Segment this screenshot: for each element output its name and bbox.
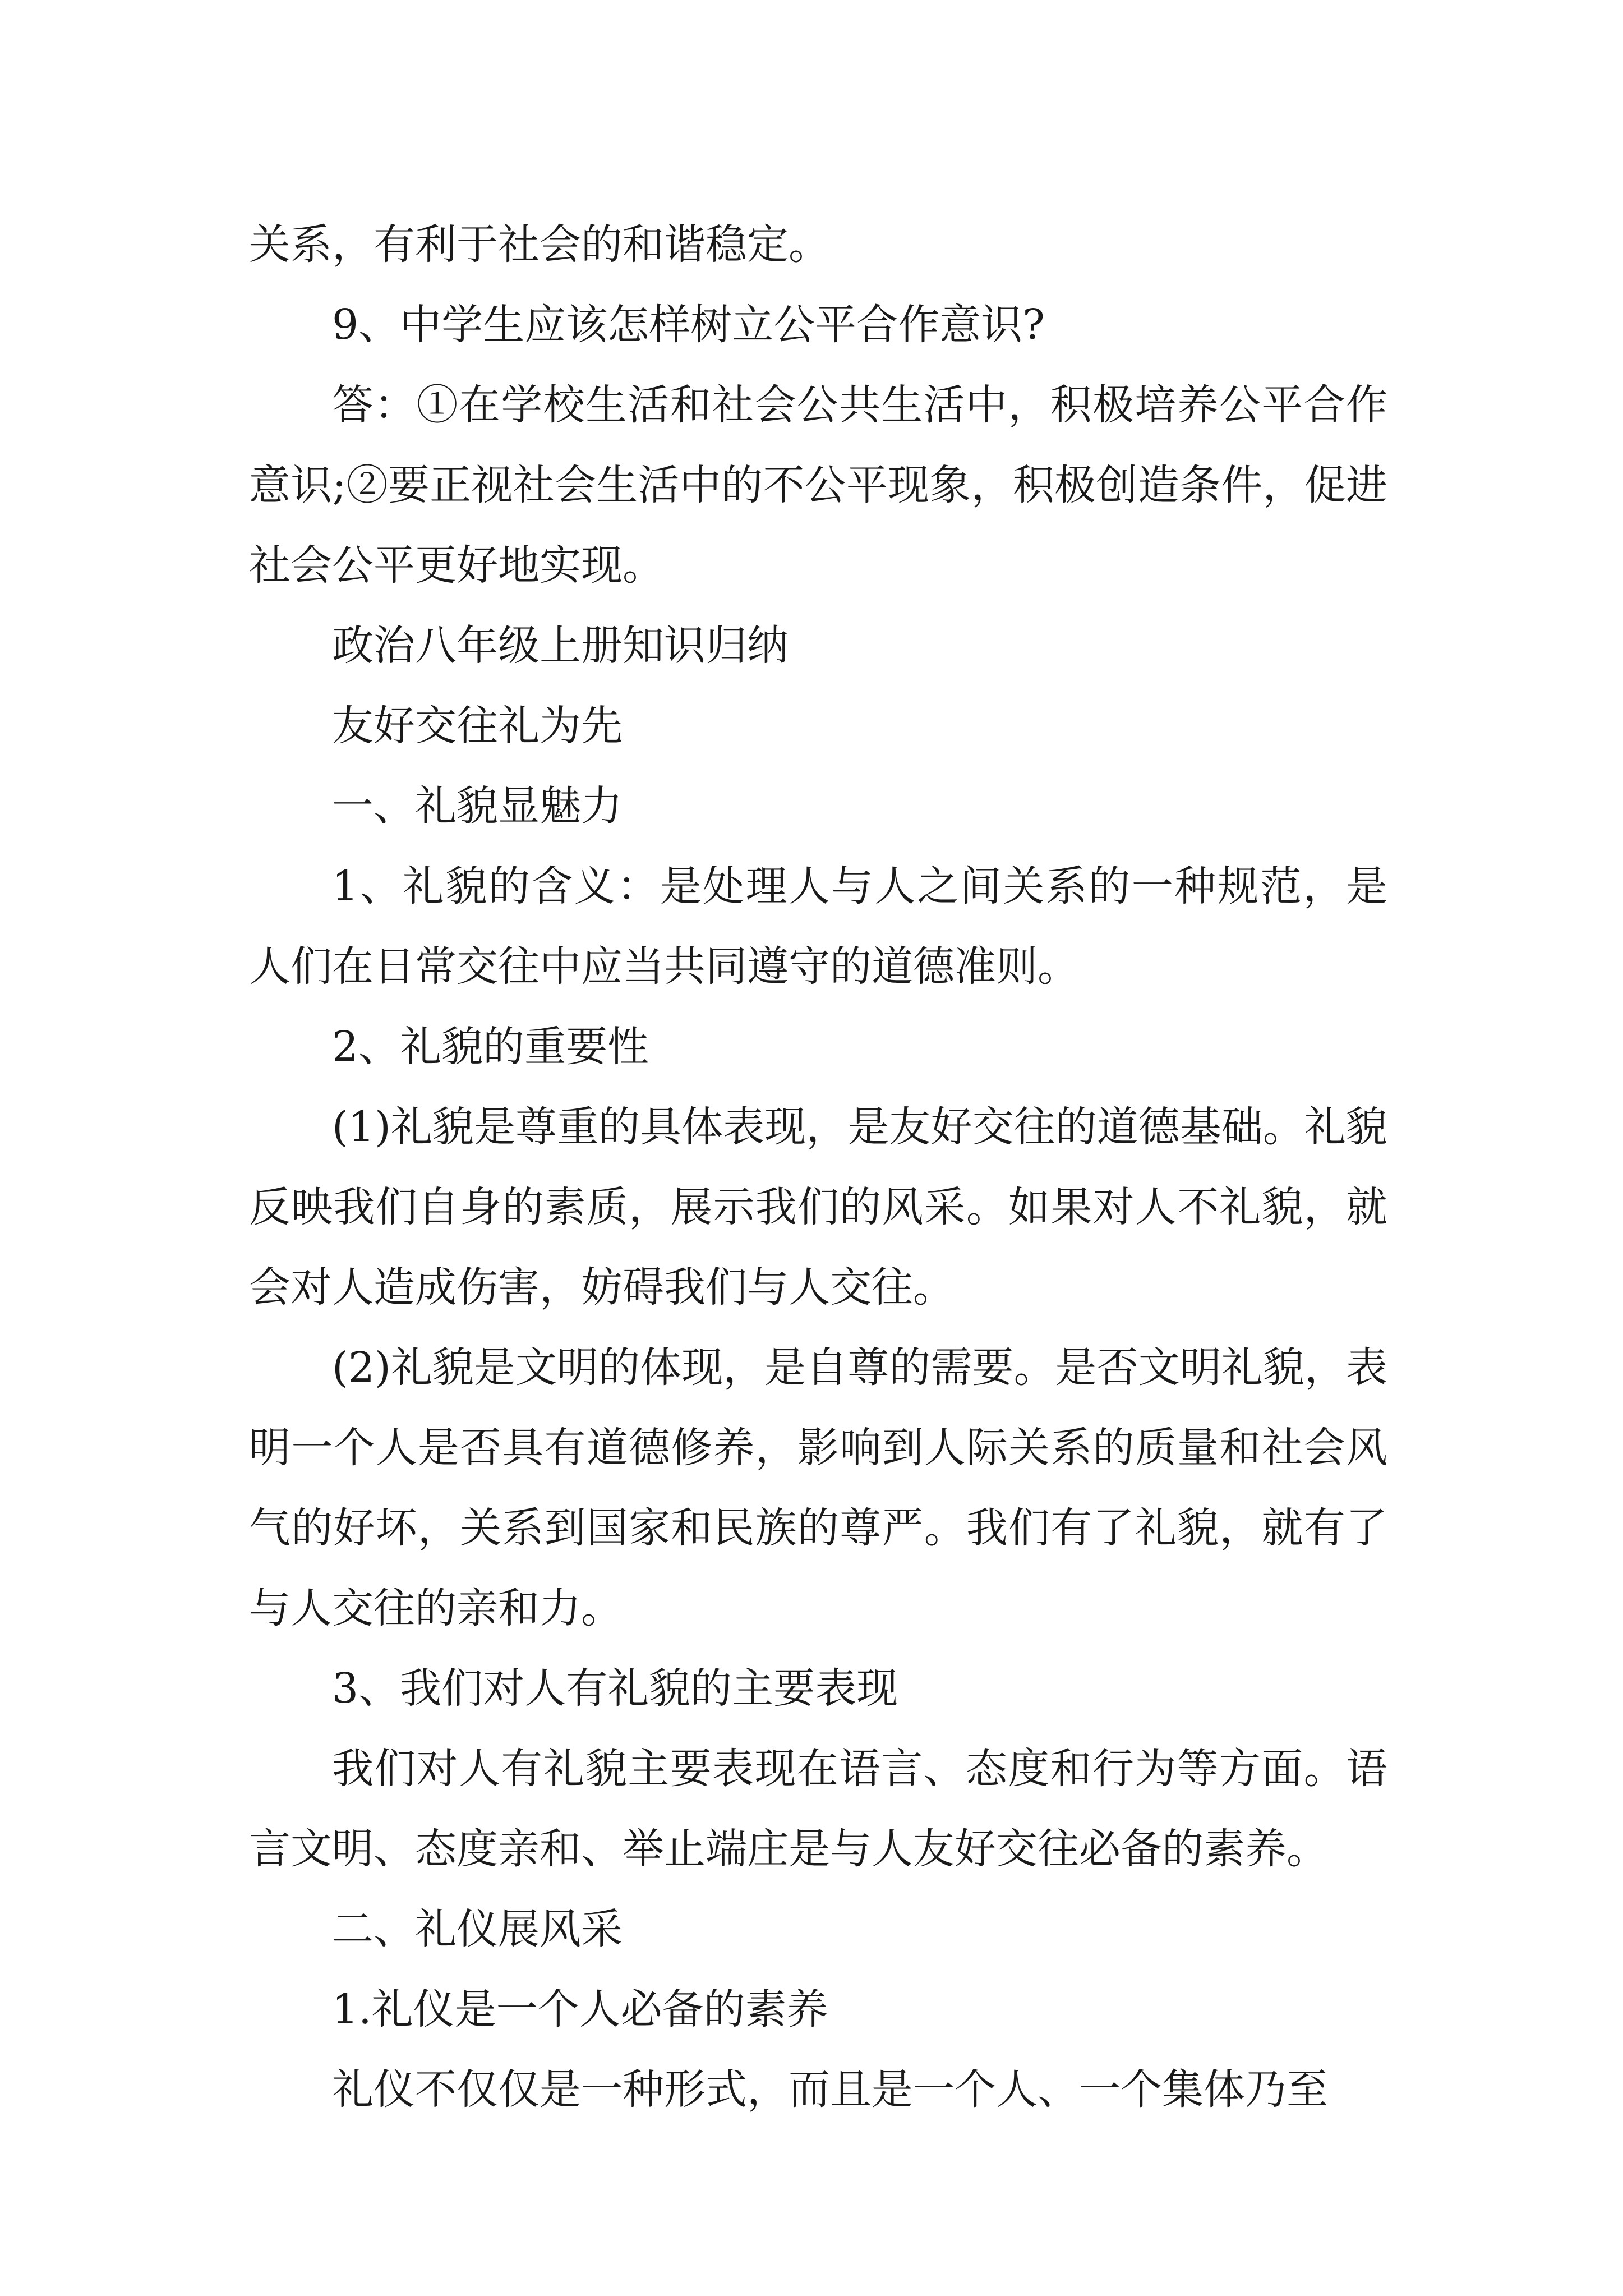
paragraph: (1)礼貌是尊重的具体表现，是友好交往的道德基础。礼貌反映我们自身的素质，展示我们的风采。如果对人不礼貌，就会对人造成伤害，妨碍我们与人交往。 [249,1103,1387,1312]
question-heading: 9、中学生应该怎样树立公平合作意识? [332,301,1045,349]
subsection-heading: 一、礼貌显魅力 [332,782,623,830]
paragraph: 礼仪不仅仅是一种形式，而且是一个人、一个集体乃至 [332,2065,1328,2114]
paragraph: 关系，有利于社会的和谐稳定。 [249,220,830,269]
paragraph: (2)礼貌是文明的体现，是自尊的需要。是否文明礼貌，表明一个人是否具有道德修养，影响到人际关系的质量和社会风气的好坏，关系到国家和民族的尊严。我们有了礼貌，就有了与人交往的亲和力。 [249,1343,1387,1632]
unit-title: 友好交往礼为先 [332,702,623,750]
item-heading: 3、我们对人有礼貌的主要表现 [332,1664,898,1713]
document-body [249,205,1387,2130]
paragraph: 1、礼貌的含义：是处理人与人之间关系的一种规范，是人们在日常交往中应当共同遵守的道德准则。 [249,862,1387,991]
item-heading: 2、礼貌的重要性 [332,1023,649,1071]
paragraph: 我们对人有礼貌主要表现在语言、态度和行为等方面。语言文明、态度亲和、举止端庄是与人友好交往必备的素养。 [249,1745,1387,1873]
section-title: 政治八年级上册知识归纳 [332,622,789,670]
subsection-heading: 二、礼仪展风采 [332,1905,623,1953]
item-heading: 1.礼仪是一个人必备的素养 [332,1985,828,2033]
answer-paragraph: 答：①在学校生活和社会公共生活中，积极培养公平合作意识;②要正视社会生活中的不公平现象，积极创造条件，促进社会公平更好地实现。 [249,381,1387,590]
